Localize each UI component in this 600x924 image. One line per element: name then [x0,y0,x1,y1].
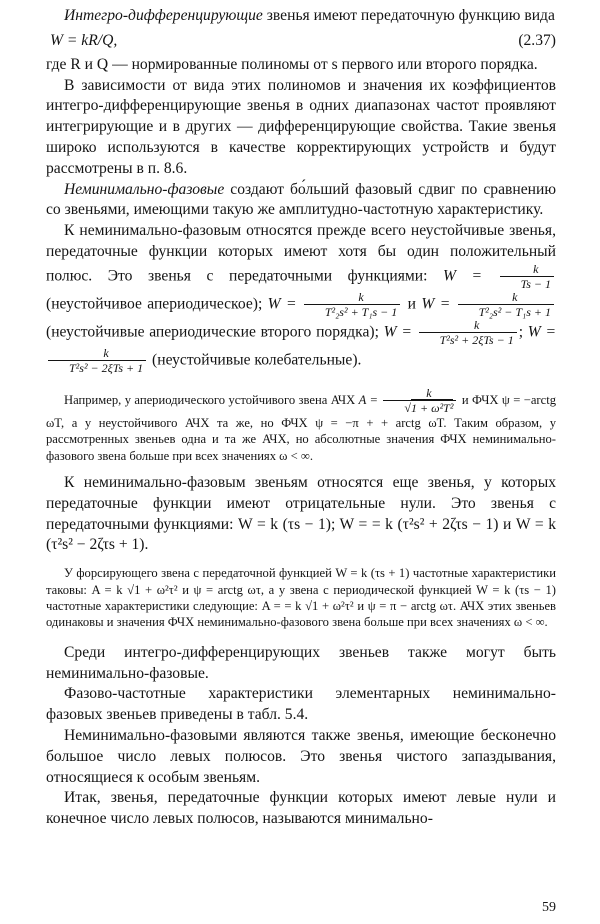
amplitude-fraction [383,387,456,415]
page-body [46,6,556,830]
formula-1-denominator: Ts − 1 [520,276,551,291]
formula-2-lhs: W = [267,295,297,313]
paragraph-intro [46,6,556,27]
paragraph-dependence: В зависимости от вида этих полиномов и значения их коэффициентов интегро-дифференцирующие звенья в одних диапазонах частот проявляют интегрирующие и в других — дифференцирующие свойства. Такие звенья широко используются в качестве корректирующих устройств и будут рассмотрены в п. 8.6. [46,76,556,177]
small-example-aperiodic [46,387,556,464]
amplitude-numerator: k [383,387,456,401]
paragraph-negative-zeros: К неминимально-фазовым звеньям относятся еще звенья, у которых передаточные функции имеют отрицательные нули. Это звенья с передаточными функциями: W = k (τs − 1); W = = k (τ²s² + 2ζτs − 1) и W = k (τ²s² − 2ζτs + 1). [46,473,556,554]
page-number: 59 [542,900,556,915]
paragraph-nonminimum-text: создают бо́льший фазовый сдвиг по сравнению со звеньями, имеющими такую же амплитудно-частотную характеристику. [46,180,556,219]
paragraph-conclusion: Итак, звенья, передаточные функции которых имеют левые нули и конечное число левых полюсов, называются минимально- [46,789,556,828]
paragraph-unstable [46,221,556,375]
formula-2-numerator: k [304,291,400,305]
formula-3-numerator: k [458,291,554,305]
formula-1-fraction [500,263,554,291]
formula-1-note: (неустойчивое апериодическое); [46,295,263,313]
formula-1-lhs: W = [443,267,483,285]
term-nonminimum-phase: Неминимально-фазовые [64,180,225,198]
formula-1-numerator: k [500,263,554,277]
paragraph-nonminimum [46,180,556,222]
equation-number: (2.37) [518,31,556,49]
term-integro-differentiating: Интегро-дифференцирующие [64,7,263,24]
formula-3-lhs: W = [421,295,451,313]
formula-5-denominator: T²s² − 2ξTs + 1 [69,360,144,375]
paragraph-unstable-text: К неминимально-фазовым относятся прежде всего неустойчивые звенья, передаточные функции которых имеют хотя бы один положительный полюс. Это звенья с передаточными функциями: [46,222,556,285]
formula-3-note: (неустойчивые апериодические второго порядка); [46,323,379,341]
formula-2-fraction [304,291,400,319]
formula-5-note: (неустойчивые колебательные). [152,351,362,369]
formula-5-lhs: W = [527,323,556,341]
paragraph-phase-characteristics: Фазово-частотные характеристики элементарных неминимально-фазовых звеньев приведены в табл. 5.4. [46,685,556,724]
formula-3-fraction [458,291,554,319]
small-example-text: Например, у апериодического устойчивого звена АЧХ [64,392,356,407]
amplitude-denominator-wrap: √1 + ω²T² [404,400,454,415]
conjunction-and: и [407,295,416,313]
formula-separator: ; [518,323,524,341]
small-example-rest: и ФЧХ ψ = −arctg ωT, а у неустойчивого АЧХ та же, но ФЧХ ψ = −π + + arctg ωT. Таким образом, у рассмотренных звеньев одна и та же АЧХ, но абсолютные значения ФЧХ неминимально-фазового звена больше при всех значениях ω < ∞. [46,392,556,463]
formula-4-numerator: k [419,319,517,333]
formula-4-fraction [419,319,517,347]
amplitude-denominator: 1 + ω²T² [411,400,454,415]
paragraph-delay-links: Неминимально-фазовыми являются также звенья, имеющие бесконечно большое число левых полюсов. Это звенья чистого запаздывания, относящиеся к особым звеньям. [46,726,556,786]
formula-4-denominator: T²s² + 2ξTs − 1 [439,332,514,347]
amplitude-lhs: A = [358,392,378,407]
small-forcing-link: У форсирующего звена с передаточной функцией W = k (τs + 1) частотные характеристики таковы: A = k √1 + ω²τ² и ψ = arctg ωτ, а у звена с периодической функцией W = k (τs − 1) частотные характеристики следующие: A = = k √1 + ω²τ² и ψ = π − arctg ωτ. АЧХ этих звеньев одинаковы и значения ФЧХ неминимально-фазового звена больше при всех значениях ω < ∞. [46,566,556,630]
formula-5-numerator: k [48,347,146,361]
formula-4-lhs: W = [383,323,412,341]
paragraph-where: где R и Q — нормированные полиномы от s первого или второго порядка. [46,55,538,73]
formula-3-denominator: T²₂s² − T₁s + 1 [478,304,551,319]
paragraph-among-integro: Среди интегро-дифференцирующих звеньев также могут быть неминимально-фазовые. [46,643,556,682]
equation-expression: W = kR/Q, [50,31,118,49]
paragraph-intro-text: звенья имеют передаточную функцию вида [262,7,555,24]
equation-2-37 [46,29,556,53]
formula-2-denominator: T²₂s² + T₁s − 1 [324,304,398,319]
formula-5-fraction [48,347,146,375]
